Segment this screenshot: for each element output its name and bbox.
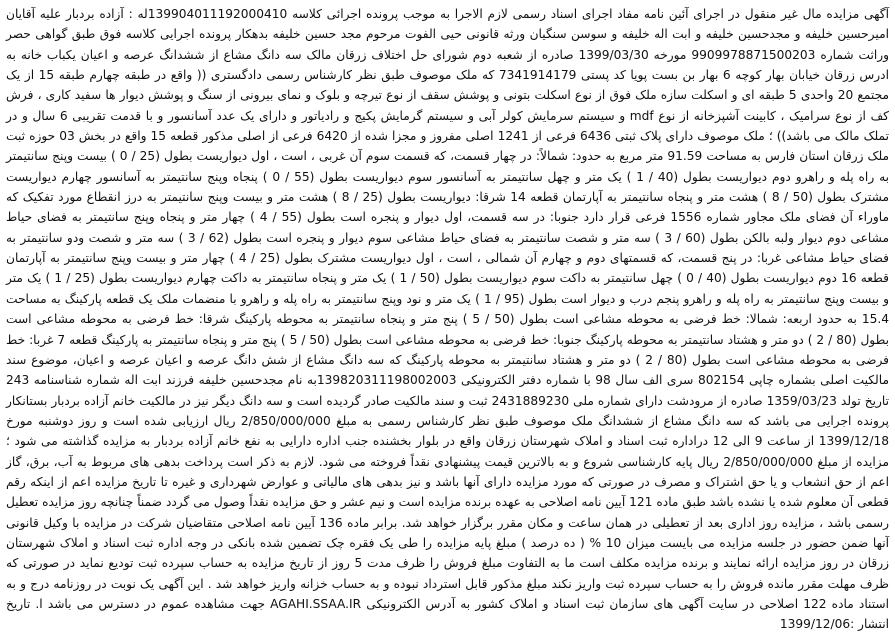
notice-body-text: آگهی مزایده مال غیر منقول در اجرای آئین نامه مفاد اجرای اسناد رسمی لازم الاجرا به موجب پرونده اجرائی کلاسه 139904011192000410له : آزاده بردبار علیه آقایان امیرحسین خلیفه و مجدحسین خلیفه و ابت اله خلیفه و سوسن سنگیان ورثه قانونی حیی الفوت مرحوم مجد حسین خلیفه بدهکار پرونده اجرایی کلاسه فوق طبق گواهی حصر وراثت شماره 9909978871500203 مورخه 1399/03/30 صادره از شعبه دوم شورای حل اختلاف زرقان مالک سه دانگ مشاع از ششدانگ عرصه و اعیان یکباب خانه به ادرس زرقان خیابان بهار کوچه 6 بهار بن بست پویا کد پستی 7341914179 که ملک موصوف طبق نظر کارشناس رسمی دادگستری (( واقع در طبقه چهارم طبقه 15 از یک مجتمع 20 واحدی 5 طبقه ای و اسکلت سازه ملک فوق از نوع اسکلت بتونی و پوشش سقف از نوع تیرچه و بلوک و نمای بیرونی از سنگ و پوشش دیوار ها سفید کاری ، فرش کف از نوع سرامیک ، کابینت آشپزخانه از نوع mdf و سیستم سرمایش کولر آبی و سیستم گرمایش پکیج و رادیاتور و دارای یک عدد آسانسور و با قدمت تقریبی 6 سال و در تملک مالک می باشد)) ؛ ملک موصوف دارای پلاک ثبتی 6436 فرعی از 1241 اصلی مفروز و مجزا شده از 6420 فرعی از اصلی مذکور قطعه 15 واقع در بخش 03 حوزه ثبت ملک زرقان استان فارس به مساحت 91.59 متر مربع به حدود: شمالاً: در چهار قسمت، که قسمت سوم آن غربی ، است ، اول دیواریست بطول (25 / 0 ) بیست وپنج سانتیمتر به راه پله و راهرو دوم دیواریست بطول (40 / 1 ) یک متر و چهل سانتیمتر به آسانسور سوم دیواریست بطول (55 / 0 ) پنجاه وپنج سانتیمتر به آسانسور چهارم دیواریست مشترک بطول (50 / 8 ) هشت متر و پنجاه سانتیمتر به آپارتمان قطعه 14 شرقا: دیواریست بطول (25 / 8 ) هشت متر و بیست وپنج سانتیمتر به درز انقطاع مورد تفکیک که ماوراء آن فضای ملک مجاور شماره 1556 فرعی قرار دارد جنوبا: در سه قسمت، اول دیوار و پنجره است بطول (55 / 4 ) چهار متر و پنجاه وپنج سانتیمتر به فضای حیاط مشاعی دوم دیوار ولبه بالکن بطول (60 / 3 ) سه متر و شصت سانتیمتر به فضای حیاط مشاعی سوم دیوار و پنجره است بطول (62 / 3 ) سه متر و شصت ودو سانتیمتر به فضای حیاط مشاعی غربا: در پنج قسمت، که قسمتهای دوم و چهارم آن شمالی ، است ، اول دیواریست مشترک بطول (25 / 4 ) چهار متر و بیست وپنج سانتیمتر به آپارتمان قطعه 16 دوم دیواریست بطول (40 / 0 ) چهل سانتیمتر به داکت سوم دیواریست بطول (50 / 1 ) یک متر و پنجاه سانتیمتر به داکت چهارم دیواریست بطول (25 / 1 ) یک متر و بیست وپنج سانتیمتر به راه پله و راهرو پنجم درب و دیوار است بطول (95 / 1 ) یک متر و نود وپنج سانتیمتر به راه پله و راهرو با منضمات ملک یک قطعه پارکینگ به مساحت 15.4 به حدود اربعه: شمالا: خط فرضی به محوطه مشاعی است بطول (50 / 5 ) پنج متر و پنجاه سانتیمتر به محوطه پارکینگ شرقا: خط فرضی به محوطه مشاعی است بطول (80 / 2 ) دو متر و هشتاد سانتیمتر به محوطه پارکینگ جنوبا: خط فرضی به محوطه مشاعی است بطول (50 / 5 ) پنج متر و پنجاه سانتیمتر به پارکینگ قطعه 7 غربا: خط فرضی به محوطه مشاعی است بطول (80 / 2 ) دو متر و هشتاد سانتیمتر به محوطه پارکینگ که سه دانگ مشاع از شش دانگ عرصه و اعیان عرصه و اعیان، موضوع سند مالکیت اصلی بشماره چاپی 802154 سری الف سال 98 با شماره دفتر الکترونیکی 139820311198002003به نام مجدحسین خلیفه فرزند ابت اله شماره شناسنامه 243 تاریخ تولد 1359/03/23 صادره از مرودشت دارای شماره ملی 2431889230 ثبت و سند مالکیت صادر گردیده است و سه دانگ دیگر نیز در مالکیت خانم آزاده بردبار بستانکار پرونده اجرایی می باشد که سه دانگ مشاع از ششدانگ ملک موصوف طبق نظر کارشناس رسمی به مبلغ 2/850/000/000 ریال ارزیابی شده است و روز دوشنبه مورخ 1399/12/18 از ساعت 9 الی 12 دراداره ثبت اسناد و املاک شهرستان زرقان واقع در بلوار بخشنده جنب اداره دارایی به نفع خانم آزاده بردبار به مزایده گذاشته می شود ؛ مزایده از مبلغ 2/850/000/000 ریال پایه کارشناسی شروع و به بالاترین قیمت پیشنهادی نقداً فروخته می شود. لازم به ذکر است پرداخت بدهی های مربوط به آب، برق، گاز اعم از حق انشعاب و یا حق اشتراک و مصرف در صورتی که مورد مزایده دارای آنها باشد و نیز بدهی های مالیاتی و عوارض شهرداری و غیره تا تاریخ مزایده اعم از اینکه رقم قطعی آن معلوم شده یا نشده باشد طبق ماده 121 آیین نامه اصلاحی به عهده برنده مزایده است و نیم عشر و حق مزایده نقداً وصول می گردد ضمناً چنانچه روز مزایده تعطیل رسمی باشد ، مزایده روز اداری بعد از تعطیلی در همان ساعت و مکان مقرر برگزار خواهد شد. برابر ماده 136 آیین نامه اصلاحی متقاضیان شرکت در مزایده با وکیل قانونی آنها ضمن حضور در جلسه مزایده می بایست میزان 10 % ( ده درصد ) مبلغ پایه مزایده را طی یک فقره چک تضمین شده بانکی در وجه اداره ثبت اسناد و املاک شهرستان زرقان در روز مزایده ارائه نمایند و برنده مزایده مکلف است ما به التفاوت مبلغ فروش را ظرف مدت 5 روز از تاریخ مزایده به حساب سپرده ثبت تودیع نماید در صورتی که ظرف مهلت مقرر مانده فروش را به حساب سپرده ثبت واریز نکند مبلغ مذکور قابل استرداد نبوده و به حساب خزانه واریز خواهد شد . این آگهی یک نوبت در روزنامه درج و به استناد ماده 122 اصلاحی در سایت آگهی های سازمان ثبت اسناد و املاک کشور به آدرس الکترونیکی AGAHI.SSAA.IR جهت مشاهده عموم در دسترس می باشد ا. تاریخ انتشار :1399/12/06 (6, 7, 890, 632)
